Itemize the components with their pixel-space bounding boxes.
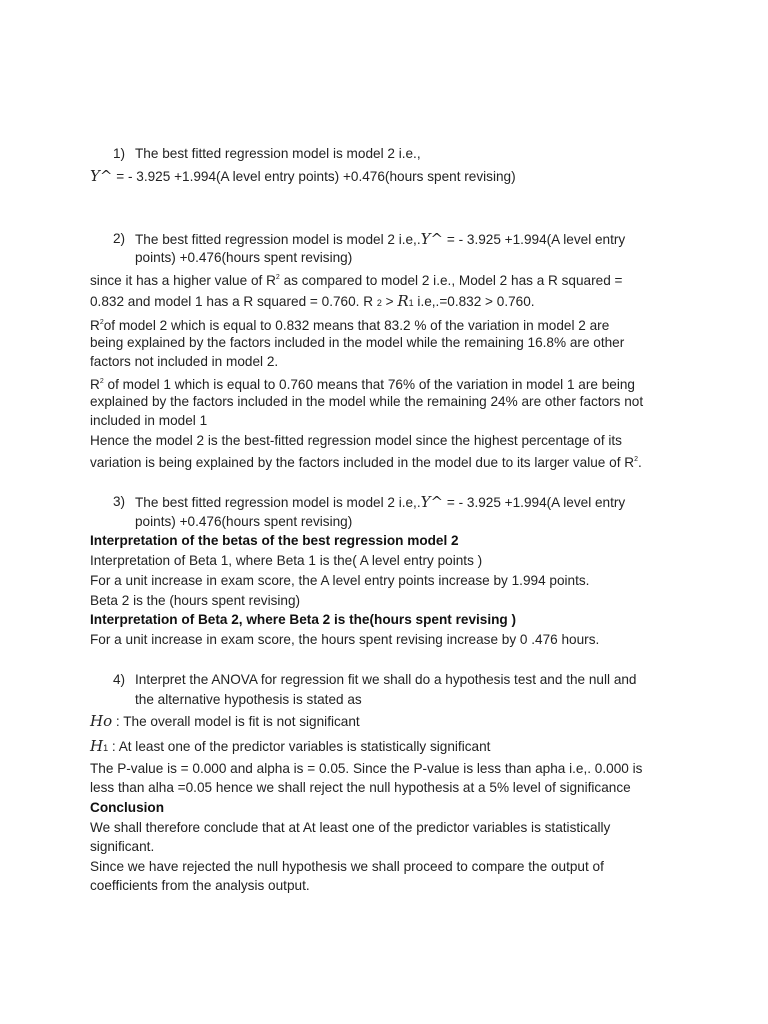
s3-text-1: Interpretation of Beta 1, where Beta 1 is the( A level entry points ): [90, 553, 483, 568]
s3-heading-betas: Interpretation of the betas of the best regression model 2: [90, 533, 459, 548]
s4-conclusion-line-4: coefficients from the analysis output.: [90, 878, 310, 893]
y-hat-symbol: Y^: [90, 167, 113, 185]
s4-p-value-line-2: less than alha =0.05 hence we shall reject the null hypothesis at a 5% level of significance: [90, 780, 631, 795]
s2-para-2-line-1: $R^2$ of model 1 which is equal to 0.760 means that 76% of the variation in model 1 are being: [90, 377, 635, 392]
s2-para-2-line-3: included in model 1: [90, 413, 208, 428]
list-number-4: 4): [113, 672, 126, 687]
s2-line-4: 0.832 and model 1 has a R squared = 0.760. R 2 > R1 i.e,.=0.832 > 0.760.: [90, 292, 535, 310]
s3-text-4: For a unit increase in exam score, the hours spent revising increase by 0 .476 hours.: [90, 632, 600, 647]
h0-symbol: Ho: [90, 712, 113, 730]
h1-symbol: H: [90, 737, 104, 755]
s2-para-1-line-2: being explained by the factors included in the model while the remaining 16.8% are other: [90, 335, 625, 350]
y-hat-symbol: Y^: [420, 230, 444, 248]
s2-line-1: The best fitted regression model is model 2 i.e,.Y^ = - 3.925 +1.994(A level entry: [135, 230, 626, 248]
s3-heading-beta-2: Interpretation of Beta 2, where Beta 2 is the(hours spent revising ): [90, 612, 517, 627]
y-hat-symbol: Y^: [420, 493, 444, 511]
s2-line-2: points) +0.476(hours spent revising): [135, 250, 353, 265]
s2-line-3: since it has a higher value of $R^2$ as compared to model 2 i.e., Model 2 has a R squared =: [90, 273, 623, 288]
s2-para-3-line-2: variation is being explained by the factors included in the model due to its larger value of $R^2$.: [90, 455, 642, 470]
s1-line-1: The best fitted regression model is model 2 i.e.,: [135, 146, 421, 161]
s3-text-2: For a unit increase in exam score, the A level entry points increase by 1.994 points.: [90, 573, 590, 588]
s4-alt-hypothesis: H1 : At least one of the predictor variables is statistically significant: [90, 737, 491, 755]
s4-line-1: Interpret the ANOVA for regression fit we shall do a hypothesis test and the null and: [135, 672, 637, 687]
s4-line-2: the alternative hypothesis is stated as: [135, 692, 362, 707]
list-number-2: 2): [113, 231, 126, 246]
s2-para-3-line-1: Hence the model 2 is the best-fitted regression model since the highest percentage of its: [90, 433, 622, 448]
s4-conclusion-line-3: Since we have rejected the null hypothesis we shall proceed to compare the output of: [90, 859, 604, 874]
s3-line-2: points) +0.476(hours spent revising): [135, 514, 353, 529]
s1-equation: Y^ = - 3.925 +1.994(A level entry points) +0.476(hours spent revising): [90, 167, 516, 185]
s2-para-1-line-3: factors not included in model 2.: [90, 354, 279, 369]
s2-para-1-line-1: $R^2of$ model 2 which is equal to 0.832 means that 83.2 % of the variation in model 2 are: [90, 318, 610, 333]
s4-null-hypothesis: Ho : The overall model is fit is not significant: [90, 712, 360, 730]
list-number-1: 1): [113, 146, 126, 161]
s2-para-2-line-2: explained by the factors included in the model while the remaining 24% are other factors not: [90, 394, 644, 409]
s4-conclusion-line-2: significant.: [90, 839, 155, 854]
list-number-3: 3): [113, 494, 126, 509]
r1-symbol: R: [397, 292, 409, 310]
s4-conclusion-line-1: We shall therefore conclude that at At least one of the predictor variables is statistically: [90, 820, 611, 835]
s4-p-value-line-1: The P-value is = 0.000 and alpha is = 0.05. Since the P-value is less than apha i.e,. 0.000 is: [90, 761, 643, 776]
s3-text-3: Beta 2 is the (hours spent revising): [90, 593, 301, 608]
s3-line-1: The best fitted regression model is model 2 i.e,.Y^ = - 3.925 +1.994(A level entry: [135, 493, 626, 511]
s4-conclusion-heading: Conclusion: [90, 800, 165, 815]
